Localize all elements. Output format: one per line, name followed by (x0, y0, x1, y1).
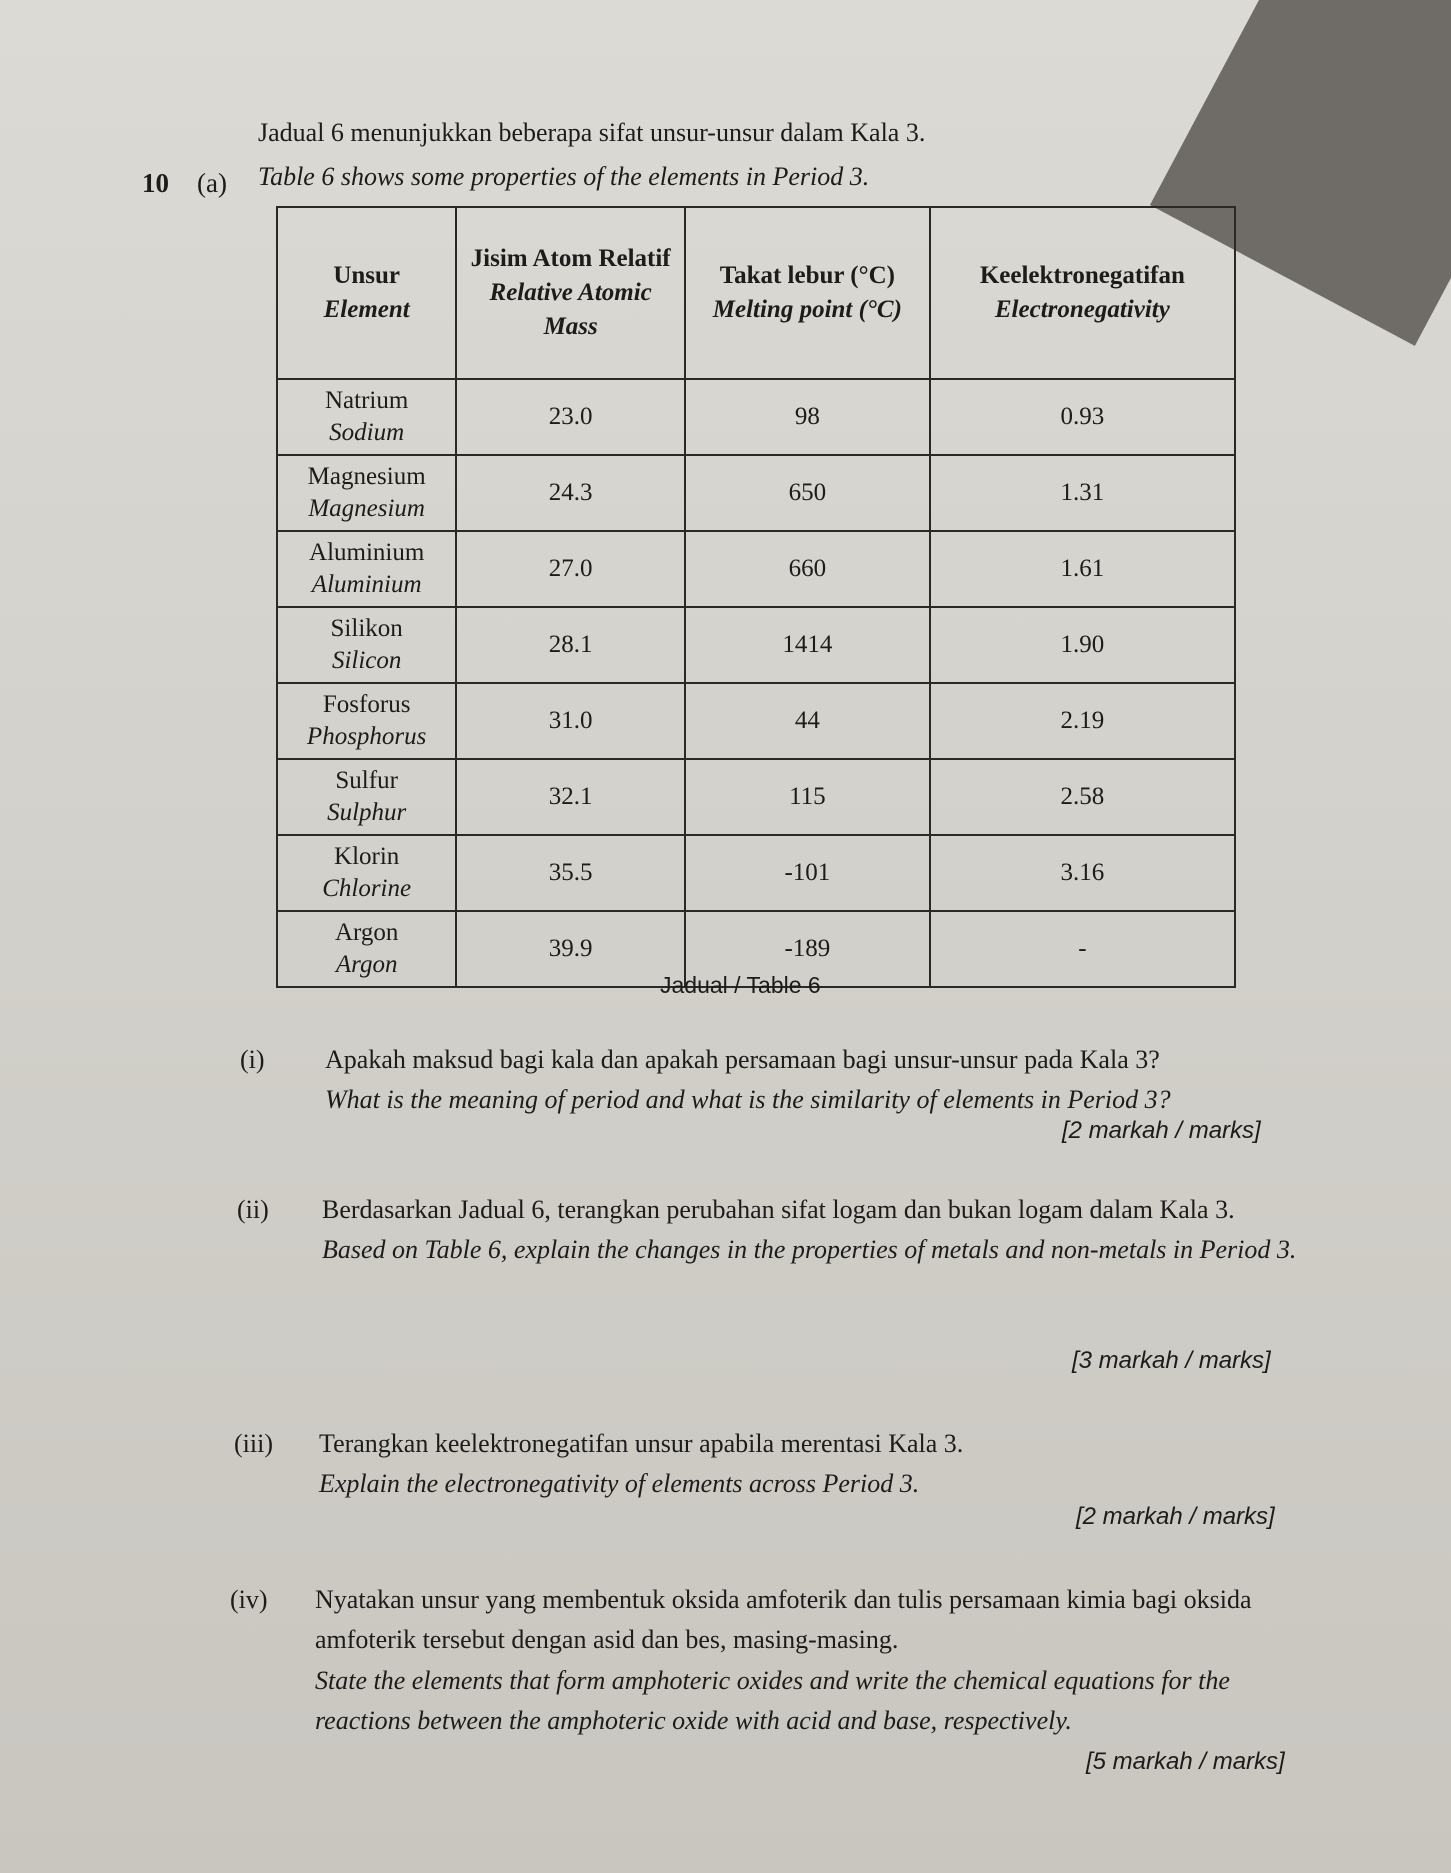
cell-element: Silikon Silicon (277, 607, 456, 683)
cell-element: Klorin Chlorine (277, 835, 456, 911)
cell-relative-atomic-mass: 32.1 (456, 759, 685, 835)
marks-iv: [5 markah / marks] (1086, 1748, 1285, 1775)
table-row (277, 683, 1235, 759)
cell-element: Argon Argon (277, 911, 456, 987)
cell-element: Fosforus Phosphorus (277, 683, 456, 759)
cell-melting-point: 660 (685, 531, 930, 607)
cell-element: Natrium Sodium (277, 379, 456, 455)
cell-melting-point: -189 (685, 911, 930, 987)
subquestion-label: (i) (240, 1045, 265, 1074)
table-row (277, 759, 1235, 835)
question-number: 10 (142, 168, 169, 198)
cell-relative-atomic-mass: 23.0 (456, 379, 685, 455)
cell-melting-point: 44 (685, 683, 930, 759)
cell-relative-atomic-mass: 35.5 (456, 835, 685, 911)
properties-table (276, 206, 1236, 988)
cell-electronegativity: 0.93 (930, 379, 1235, 455)
marks-iii: [2 markah / marks] (1076, 1503, 1275, 1530)
subquestion-label: (iii) (234, 1429, 273, 1458)
table-row (277, 455, 1235, 531)
cell-electronegativity: - (930, 911, 1235, 987)
subquestion-text-malay: Nyatakan unsur yang membentuk oksida amfoterik dan tulis persamaan kimia bagi oksida amfoterik tersebut dengan asid dan bes, masing-masing. (315, 1585, 1252, 1655)
cell-element: Magnesium Magnesium (277, 455, 456, 531)
table-caption: Jadual / Table 6 (660, 972, 821, 998)
cell-relative-atomic-mass: 28.1 (456, 607, 685, 683)
cell-relative-atomic-mass: 24.3 (456, 455, 685, 531)
cell-melting-point: 650 (685, 455, 930, 531)
cell-relative-atomic-mass: 31.0 (456, 683, 685, 759)
cell-electronegativity: 3.16 (930, 835, 1235, 911)
subquestion-label: (ii) (237, 1195, 269, 1224)
table-header-row (277, 207, 1235, 379)
subquestion-text-malay: Berdasarkan Jadual 6, terangkan perubahan sifat logam dan bukan logam dalam Kala 3. (322, 1195, 1235, 1224)
marks-i: [2 markah / marks] (1062, 1117, 1261, 1144)
cell-melting-point: 1414 (685, 607, 930, 683)
cell-electronegativity: 1.61 (930, 531, 1235, 607)
subquestion-iv (230, 1580, 1340, 1750)
question-part: (a) (197, 168, 227, 198)
intro-malay: Jadual 6 menunjukkan beberapa sifat unsur-unsur dalam Kala 3. (258, 118, 926, 147)
cell-melting-point: 115 (685, 759, 930, 835)
cell-electronegativity: 2.58 (930, 759, 1235, 835)
subquestion-text-english: State the elements that form amphoteric oxides and write the chemical equations for the reactions between the amphoteric oxide with acid and base, respectively. (315, 1665, 1230, 1735)
header-relative-atomic-mass: Jisim Atom Relatif Relative Atomic Mass (456, 207, 685, 379)
table-row (277, 379, 1235, 455)
subquestion-text-malay: Apakah maksud bagi kala dan apakah persamaan bagi unsur-unsur pada Kala 3? (325, 1045, 1160, 1074)
header-electronegativity: Keelektronegatifan Electronegativity (930, 207, 1235, 379)
header-element: Unsur Element (277, 207, 456, 379)
cell-relative-atomic-mass: 27.0 (456, 531, 685, 607)
table-row (277, 835, 1235, 911)
intro-english: Table 6 shows some properties of the elements in Period 3. (258, 162, 870, 191)
cell-element: Sulfur Sulphur (277, 759, 456, 835)
header-melting-point: Takat lebur (°C) Melting point (°C) (685, 207, 930, 379)
table-row (277, 531, 1235, 607)
subquestion-text-malay: Terangkan keelektronegatifan unsur apabila merentasi Kala 3. (319, 1429, 964, 1458)
cell-relative-atomic-mass: 39.9 (456, 911, 685, 987)
subquestion-text-english: Explain the electronegativity of elements across Period 3. (319, 1469, 920, 1499)
cell-melting-point: -101 (685, 835, 930, 911)
subquestion-label: (iv) (230, 1585, 268, 1614)
cell-melting-point: 98 (685, 379, 930, 455)
table-row (277, 607, 1235, 683)
subquestion-iii (234, 1424, 1334, 1514)
subquestion-text-english: What is the meaning of period and what is the similarity of elements in Period 3? (325, 1085, 1171, 1115)
cell-electronegativity: 1.31 (930, 455, 1235, 531)
cell-electronegativity: 2.19 (930, 683, 1235, 759)
cell-electronegativity: 1.90 (930, 607, 1235, 683)
subquestion-text-english: Based on Table 6, explain the changes in the properties of metals and non-metals in Period 3. (322, 1235, 1297, 1265)
marks-ii: [3 markah / marks] (1072, 1347, 1271, 1374)
cell-element: Aluminium Aluminium (277, 531, 456, 607)
subquestion-ii (237, 1190, 1337, 1360)
